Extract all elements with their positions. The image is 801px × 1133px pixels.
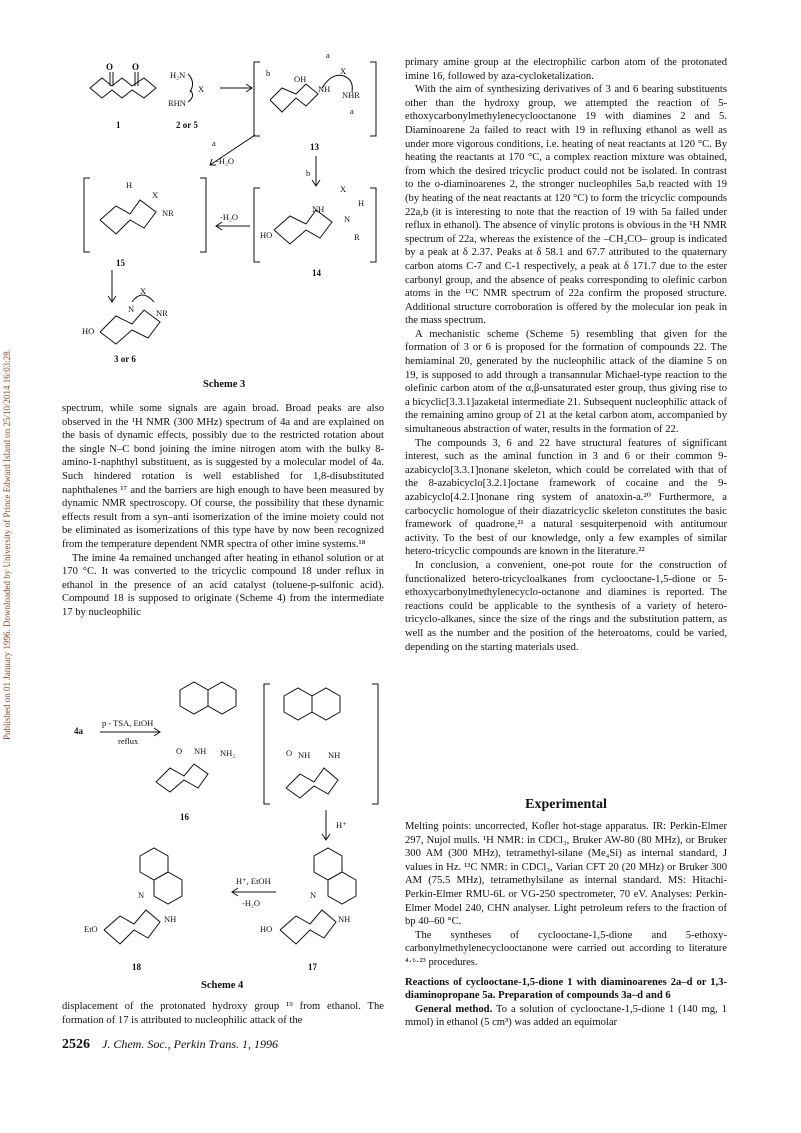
svg-text:a: a [212, 138, 216, 148]
page-footer [62, 1037, 278, 1053]
page-number: 2526 [62, 1037, 90, 1052]
label-compound-3or6: 3 or 6 [114, 354, 136, 364]
svg-text:H⁺: H⁺ [336, 820, 347, 830]
experimental-text [405, 820, 727, 1030]
svg-text:-H₂O: -H₂O [216, 156, 235, 166]
label-compound-4a: 4a [74, 726, 83, 736]
svg-text:O: O [286, 748, 293, 758]
right-paragraph-1: primary amine group at the electrophilic carbon atom of the protonated imine 16, followed by aza-cycloketalization. [405, 57, 727, 82]
compound-1-structure [90, 72, 156, 98]
svg-text:N: N [344, 214, 351, 224]
svg-text:HO: HO [260, 924, 273, 934]
left-column-bottom-text [62, 1000, 384, 1027]
left-paragraph-3: displacement of the protonated hydroxy group ¹⁹ from ethanol. The formation of 17 is attributed to nucleophilic attack of the [62, 1001, 384, 1026]
experimental-subheading: Reactions of cyclooctane-1,5-dione 1 with diaminoarenes 2a–d or 1,3-diaminopropane 5a. Preparation of compounds 3a–d and 6 [405, 976, 727, 1002]
label-compound-13: 13 [310, 142, 319, 152]
svg-text:b: b [306, 168, 311, 178]
label-compound-1: 1 [116, 120, 121, 130]
right-column-text [405, 56, 727, 654]
left-column-text [62, 402, 384, 620]
general-method-text: To a solution of cyclooctane-1,5-dione 1 (140 mg, 1 mmol) in ethanol (5 cm³) was added an equimolar [405, 1003, 727, 1029]
svg-text:H: H [126, 180, 133, 190]
svg-text:NH: NH [164, 914, 177, 924]
general-method-label: General method. [415, 1003, 493, 1015]
general-method-paragraph [405, 1003, 727, 1030]
label-compound-14: 14 [312, 268, 321, 278]
svg-text:X: X [140, 286, 147, 296]
svg-text:OH: OH [294, 74, 307, 84]
svg-text:O: O [176, 746, 183, 756]
svg-text:NH: NH [194, 746, 207, 756]
experimental-paragraph-2: The syntheses of cyclooctane-1,5-dione and 5-ethoxy-carbonylmethylenecyclooctanone were carried out according to literature ⁴·⁶·²³ procedures. [405, 929, 727, 968]
label-compound-17: 17 [308, 962, 317, 972]
svg-text:NH₂: NH₂ [220, 748, 236, 758]
svg-text:X: X [340, 66, 347, 76]
svg-text:-H₂O: -H₂O [220, 212, 239, 222]
svg-text:O: O [132, 62, 140, 72]
experimental-heading: Experimental [525, 797, 607, 812]
svg-text:NHR: NHR [342, 90, 360, 100]
svg-text:RHN: RHN [168, 98, 186, 108]
svg-text:X: X [198, 84, 205, 94]
svg-text:N: N [128, 304, 135, 314]
right-paragraph-5: In conclusion, a convenient, one-pot route for the construction of functionalized hetero-tricycloalkanes from cyclooctane-1,5-dione or 5-ethoxycarbonylmethylenecyclo-octanone and diamines is reported. The reactions could be applicable to the synthesis of a variety of hetero-tricyclo-alkanes, since the size of the rings and the substitution pattern, as well as the number and the position of the heteroatoms, could be varied, depending on the starting materials used. [405, 559, 727, 653]
label-compound-2or5: 2 or 5 [176, 120, 198, 130]
scheme-3-caption: Scheme 3 [203, 379, 246, 390]
scheme-3-figure [60, 40, 390, 370]
svg-text:NH: NH [328, 750, 341, 760]
svg-text:NH: NH [338, 914, 351, 924]
svg-text:R: R [354, 232, 360, 242]
svg-text:HO: HO [82, 326, 95, 336]
svg-text:EtO: EtO [84, 924, 98, 934]
right-paragraph-3: A mechanistic scheme (Scheme 5) resembling that given for the formation of 3 or 6 is proposed for the formation of compounds 22. The hemiaminal 20, generated by the nucleophilic attack of the diamine 5 on 19, is supposed to add through a transannular Michael-type reaction to the olefinic carbon atom of the α,β-unsaturated ester group, thus giving rise to a bicyclic[3.3.1]azaketal intermediate 21. Subsequent nucleophilic attack of the remaining amino group of 21 at the ketal carbon atom, accompanied by simultaneous abstraction of water, results in the formation of 22. [405, 328, 727, 436]
svg-text:reflux: reflux [118, 736, 139, 746]
svg-text:-H₂O: -H₂O [242, 898, 261, 908]
scheme-4-figure [60, 670, 390, 980]
svg-text:a: a [350, 106, 354, 116]
svg-text:a: a [326, 50, 330, 60]
svg-text:NR: NR [162, 208, 174, 218]
svg-text:H⁺, EtOH: H⁺, EtOH [236, 876, 271, 886]
label-compound-16: 16 [180, 812, 189, 822]
left-paragraph-1: spectrum, while some signals are again broad. Broad peaks are also observed in the ¹H NMR (300 MHz) spectrum of 4a and are explained on the basis of dynamic effects, possibly due to the restricted rotation about the single N–C bond joining the imine nitrogen atom with the bulky 8-amino-1-naphthyl substituent, as is suggested by a molecular model of 4a. Such hindered rotation is well established for 1,8-disubstituted naphthalenes ¹⁷ and the barriers are high enough to have been measured by dynamic NMR spectroscopy. Of course, the possibility that these dynamic effects result from a syn–anti isomerization of the imine moiety could not be eliminated as isomerizations of this type have by now been recognized from the temperature dependent NMR spectra of other imine systems.¹⁸ [62, 403, 384, 550]
right-paragraph-2: With the aim of synthesizing derivatives of 3 and 6 bearing substituents other than the hydroxy group, we attempted the reaction of 5-ethoxycarbonylmethylenecyclooctanone 19 with diamines 2 and 5. Diaminoarene 2a failed to react with 19 in refluxing ethanol as well as under more vigorous conditions, i.e. heating of neat reactants at 120 °C. By heating the reactants at 170 °C, a complex reaction mixture was obtained, from which the desired tricyclic product could not be isolated. In contrast to the o-diaminoarenes 2, the stronger nucleophiles 5a,b reacted with 19 (by heating of the neat reactants at 120 °C) to form the tricyclic compounds 22a,b (it is interesting to note that the reaction of 19 with 5a failed under reflux in ethanol). The absence of vinylic protons is obvious in the ¹H NMR spectrum of 22a, whereas the existence of the –CH₂CO– group is indicated by a peak at δ 2.37. Peaks at δ 58.1 and 67.7 attributed to the quaternary carbon atoms C-7 and C-1 respectively, a peak at δ 171.7 due to the ester carbonyl group, and the absence of peaks corresponding to olefinic carbon atoms in the ¹³C NMR spectrum of 22a confirm the proposed structure. Additional structure corroboration is offered by the molecular ion peak in the mass spectrum. [405, 84, 727, 327]
svg-text:NR: NR [156, 308, 168, 318]
experimental-paragraph-1: Melting points: uncorrected, Kofler hot-stage apparatus. IR: Perkin-Elmer 297, Nujol mulls. ¹H NMR: in CDCl₃, Bruker AW-80 (80 MHz), or Bruker 300 AM (300 MHz), tetramethyl-silane (Me₄Si) as internal standard, J values in Hz. ¹³C NMR: in CDCl₃, Varian CFT 20 (20 MHz) or Bruker 300 AM (75.5 MHz), tetramethylsilane as internal standard. MS: Hitachi-Perkin-Elmer RMU-6L or VG-250 spectrometer, 70 eV. Analyses: Perkin-Elmer Model 240, CHN analyser. Light petroleum refers to the fraction of bp 40–60 °C. [405, 821, 727, 928]
right-paragraph-4: The compounds 3, 6 and 22 have structural features of significant interest, such as the aminal function in 3 and 6 or their common 9-azabicyclo[3.3.1]nonane skeleton, which could be correlated with that of the 8-azabicyclo[3.2.1]octane framework of cocaine and the 9-azabicyclo[4.2.1]nonane ring system of anatoxin-a.²⁰ Furthermore, a carbocyclic homologue of their diazatricyclic skeleton constitutes the basic framework of quadrone,²¹ a natural sesquiterpenoid with antitumour activity. To the best of our knowledge, only a few examples of similar hetero-tricyclic compounds are known in the literature.²² [405, 437, 727, 558]
svg-text:NH: NH [312, 204, 325, 214]
svg-text:NH: NH [318, 84, 331, 94]
svg-text:NH: NH [298, 750, 311, 760]
svg-text:b: b [266, 68, 271, 78]
svg-text:N: N [138, 890, 145, 900]
svg-text:X: X [340, 184, 347, 194]
svg-text:O: O [106, 62, 114, 72]
svg-text:HO: HO [260, 230, 273, 240]
svg-text:N: N [310, 890, 317, 900]
svg-text:H: H [358, 198, 365, 208]
svg-text:H₂N: H₂N [170, 70, 186, 80]
left-paragraph-2: The imine 4a remained unchanged after heating in ethanol solution or at 170 °C. It was converted to the tricyclic compound 18 under reflux in ethanol in the presence of an acid catalyst (toluene-p-sulfonic acid). Compound 18 is supposed to originate (Scheme 4) from the intermediate 17 by nucleophilic [62, 552, 384, 618]
download-watermark [2, 140, 18, 740]
label-compound-15: 15 [116, 258, 125, 268]
scheme-4-caption: Scheme 4 [201, 980, 244, 991]
svg-text:X: X [152, 190, 159, 200]
svg-text:p - TSA, EtOH: p - TSA, EtOH [102, 718, 154, 728]
journal-citation: J. Chem. Soc., Perkin Trans. 1, 1996 [102, 1037, 278, 1051]
download-watermark-text: Published on 01 January 1996. Downloaded by University of Prince Edward Island on 25/10/2014 16:03:28. [2, 349, 12, 740]
label-compound-18: 18 [132, 962, 141, 972]
